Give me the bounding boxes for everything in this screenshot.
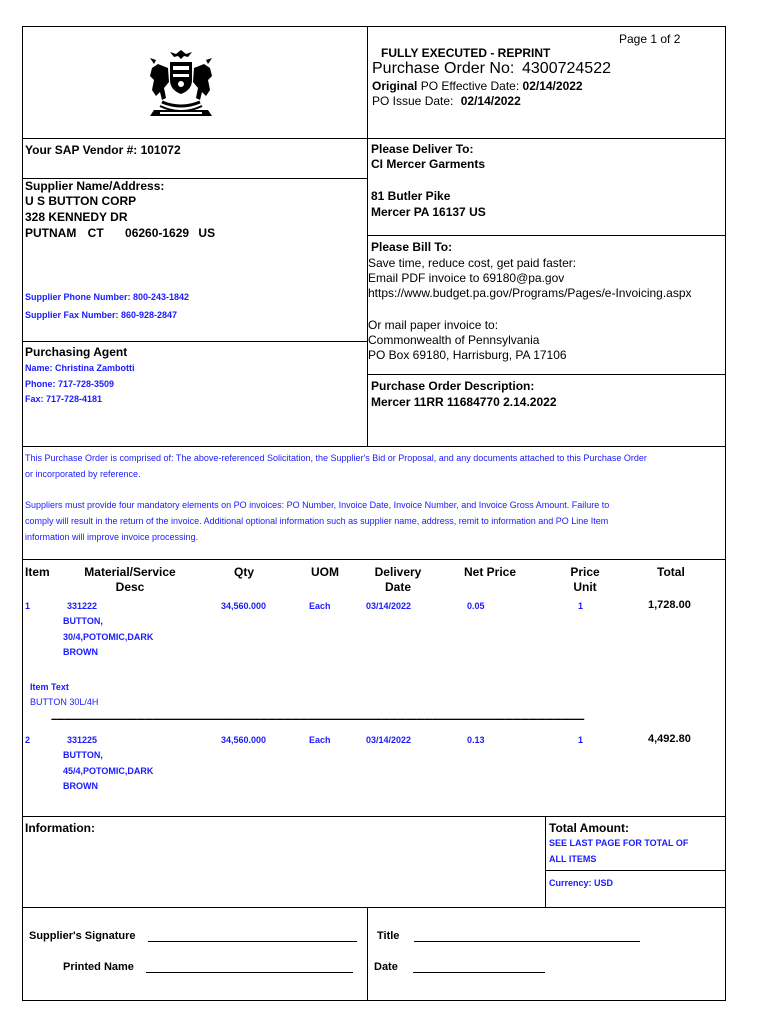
printed-name-label: Printed Name	[63, 961, 134, 973]
col-header-uom: UOM	[311, 565, 339, 579]
issue-date-label: PO Issue Date:	[372, 94, 454, 108]
bill-to-line[interactable]: https://www.budget.pa.gov/Programs/Pages/e-Invoicing.aspx	[368, 286, 692, 300]
effective-date-label: PO Effective Date:	[420, 79, 520, 93]
info-bottom-line	[22, 907, 726, 908]
bill-to-line: Save time, reduce cost, get paid faster:	[368, 256, 577, 270]
po-number: 4300724522	[522, 60, 611, 77]
status-label: FULLY EXECUTED - REPRINT	[381, 46, 551, 60]
title-label: Title	[377, 930, 400, 942]
page-indicator: Page 1 of 2	[619, 32, 681, 46]
row-price-unit: 1	[578, 735, 584, 745]
row-material: 331222	[67, 601, 98, 611]
row-desc-line: 45/4,POTOMIC,DARK	[63, 766, 154, 776]
col-header-delivery: Delivery Date	[374, 565, 422, 594]
supplier-street: 328 KENNEDY DR	[25, 210, 128, 224]
supplier-signature-field[interactable]	[148, 941, 357, 942]
supplier-country: US	[198, 226, 216, 240]
agent-fax: Fax: 717-728-4181	[25, 394, 103, 404]
date-field[interactable]	[413, 972, 545, 973]
issue-date: 02/14/2022	[460, 94, 521, 108]
address-block-bottom-line	[22, 446, 726, 447]
supplier-bottom-line	[22, 341, 368, 342]
frame-top	[22, 26, 726, 27]
row-item: 1	[25, 601, 31, 611]
col-header-price-unit: Price Unit	[570, 565, 600, 594]
row-delivery: 03/14/2022	[366, 601, 412, 611]
notice-bottom-line	[22, 559, 726, 560]
bill-to-label: Please Bill To:	[371, 240, 453, 254]
total-amount-note: ALL ITEMS	[549, 854, 597, 864]
deliver-to-street: 81 Butler Pike	[371, 189, 451, 203]
effective-date-prefix: Original	[372, 79, 418, 93]
frame-left	[22, 26, 23, 1001]
bill-to-line: PO Box 69180, Harrisburg, PA 17106	[368, 348, 567, 362]
header-divider	[367, 26, 368, 446]
row-qty: 34,560.000	[221, 601, 267, 611]
seal-logo	[140, 46, 222, 120]
po-description-value: Mercer 11RR 11684770 2.14.2022	[371, 395, 557, 409]
supplier-city-line	[25, 226, 215, 240]
notice-paragraph-1	[25, 450, 647, 482]
pennsylvania-coat-of-arms-icon	[140, 46, 222, 120]
supplier-fax: Supplier Fax Number: 860-928-2847	[25, 310, 178, 320]
row-uom: Each	[309, 601, 331, 611]
row-qty: 34,560.000	[221, 735, 267, 745]
bill-to-line: Commonwealth of Pennsylvania	[368, 333, 540, 347]
supplier-name-label: Supplier Name/Address:	[25, 179, 165, 193]
row-item-text-label: Item Text	[30, 682, 69, 692]
supplier-zip: 06260-1629	[125, 226, 190, 240]
notice-line: This Purchase Order is comprised of: The above-referenced Solicitation, the Supplier's Bid or Proposal, and any documents attached to this Purchase Order	[25, 453, 647, 463]
row-separator: --------------------------------------------------------------------------------------------------------------------------------------------------------------------------------------------------------	[51, 713, 584, 725]
row-desc-line: 30/4,POTOMIC,DARK	[63, 632, 154, 642]
effective-date-line	[372, 79, 583, 93]
row-uom: Each	[309, 735, 331, 745]
effective-date: 02/14/2022	[522, 79, 583, 93]
row-desc-line: BUTTON,	[63, 750, 103, 760]
row-item: 2	[25, 735, 31, 745]
deliver-to-name: CI Mercer Garments	[371, 157, 486, 171]
po-description-label: Purchase Order Description:	[371, 379, 535, 393]
total-amount-note: SEE LAST PAGE FOR TOTAL OF	[549, 838, 689, 848]
row-desc-line: BUTTON,	[63, 616, 103, 626]
supplier-phone: Supplier Phone Number: 800-243-1842	[25, 292, 190, 302]
issue-date-line	[372, 94, 521, 108]
notice-paragraph-2	[25, 497, 609, 545]
deliver-to-city: Mercer PA 16137 US	[371, 205, 486, 219]
total-amount-label: Total Amount:	[549, 821, 629, 835]
supplier-signature-label: Supplier's Signature	[29, 930, 136, 942]
bill-bottom-line	[367, 374, 726, 375]
sap-vendor-number: Your SAP Vendor #: 101072	[25, 143, 181, 157]
col-header-net-price: Net Price	[464, 565, 517, 579]
supplier-city: PUTNAM	[25, 226, 77, 240]
supplier-name: U S BUTTON CORP	[25, 194, 137, 208]
bill-to-line: Email PDF invoice to 69180@pa.gov	[368, 271, 565, 285]
header-bottom-line	[22, 138, 726, 139]
col-header-qty: Qty	[234, 565, 255, 579]
row-desc-line: BROWN	[63, 647, 98, 657]
col-header-item: Item	[25, 565, 50, 579]
row-price-unit: 1	[578, 601, 584, 611]
supplier-state: CT	[87, 226, 104, 240]
po-number-label: Purchase Order No:	[372, 60, 515, 77]
row-net-price: 0.05	[467, 601, 485, 611]
notice-line: or incorporated by reference.	[25, 469, 141, 479]
col-header-material: Material/Service Desc	[84, 565, 176, 594]
agent-phone: Phone: 717-728-3509	[25, 379, 115, 389]
row-total: 1,728.00	[648, 599, 691, 611]
title-field[interactable]	[414, 941, 640, 942]
printed-name-field[interactable]	[146, 972, 353, 973]
signature-divider	[367, 907, 368, 1001]
items-bottom-line	[22, 816, 726, 817]
row-delivery: 03/14/2022	[366, 735, 412, 745]
date-label: Date	[374, 961, 398, 973]
purchasing-agent-title: Purchasing Agent	[25, 345, 128, 359]
deliver-bottom-line	[367, 235, 726, 236]
row-net-price: 0.13	[467, 735, 485, 745]
frame-right	[725, 26, 726, 1001]
total-inner-line	[545, 870, 726, 871]
notice-line: information will improve invoice processing.	[25, 532, 199, 542]
row-item-text: BUTTON 30L/4H	[30, 697, 99, 707]
row-total: 4,492.80	[648, 733, 691, 745]
currency-label: Currency: USD	[549, 878, 614, 888]
row-material: 331225	[67, 735, 98, 745]
info-total-divider	[545, 816, 546, 907]
col-header-total: Total	[657, 565, 685, 579]
agent-name: Name: Christina Zambotti	[25, 363, 135, 373]
bill-to-line: Or mail paper invoice to:	[368, 318, 499, 332]
notice-line: Suppliers must provide four mandatory elements on PO invoices: PO Number, Invoice Date, Invoice Number, and Invoice Gross Amount. Failure to	[25, 500, 610, 510]
notice-line: comply will result in the return of the invoice. Additional optional information such as supplier name, address, remit to information and PO Line Item	[25, 516, 609, 526]
frame-bottom	[22, 1000, 726, 1001]
deliver-to-label: Please Deliver To:	[371, 142, 474, 156]
row-desc-line: BROWN	[63, 781, 98, 791]
information-label: Information:	[25, 821, 95, 835]
